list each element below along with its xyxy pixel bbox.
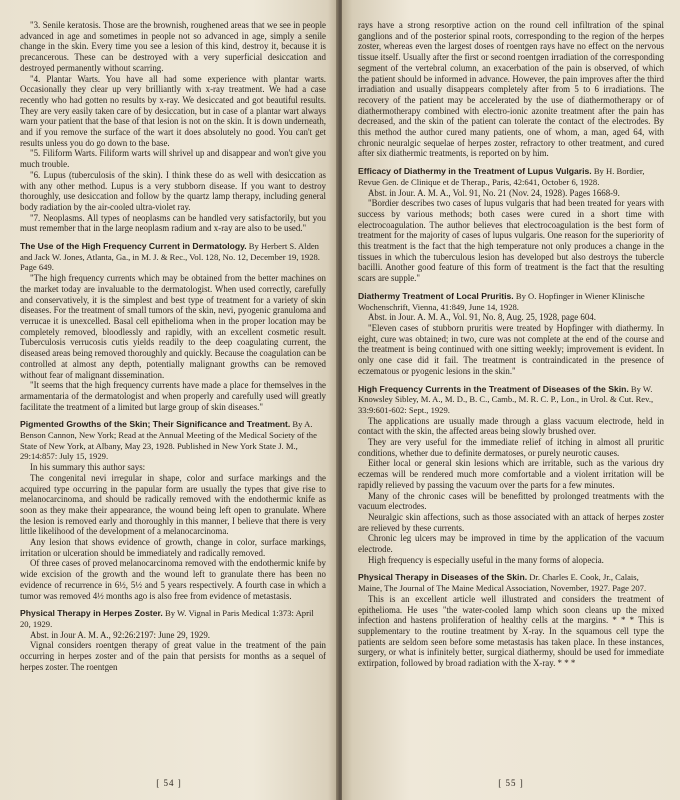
body-paragraph: rays have a strong resorptive action on the round cell infiltration of the spinal ganglions and of the posterior spinal roots, corresponding to the region of the herpes zoster, whereas even the largest doses of roentgen rays have no effect on the nervous tissue itself. Usually after the first or second roentgen irradiation of the corresponding segment of the vertebral column, an exacerbation of the pain is observed, of which the patient should be informed in advance. However, the pain improves after the third irradiation and usually disappears completely after from 5 to 6 irradiations. The recovery of the patient may be accelerated by the use of diathermotherapy or of diathermotherapy combined with electro-ionic azonite treatment after the pain has decreased, and the skin of the patient can tolerate the contact of the electrodes. By this method the author cured many patients, one of whom, a man, aged 64, with chronic neuralgic sequelae of herpes zoster, refractory to other treatment, and cured after six diathermic treatments, is reported on by him. [358,20,664,159]
article-title: Efficacy of Diathermy in the Treatment of Lupus Vulgaris. [358,166,592,177]
body-paragraph: The congenital nevi irregular in shape, color and surface markings and the acquired type occurring in the papular form are usually the types that give rise to melanocarcinoma, and should be radically removed with the endothermic knife as soon as they make their appearance, the wound being left open to granulate. Where the lesion is removed early and thoroughly in this manner, I believe that there is very little likelihood of the development of a melanocarcinoma. [20,472,326,537]
page-number-55: [ 55 ] [498,778,524,788]
body-paragraph: "6. Lupus (tuberculosis of the skin). I think these do as well with desiccation as with any other method. Lupus is a very stubborn disease. If you want to destroy thoroughly, use desiccation and follow by the quartz lamp therapy, including general body radiation by the air-cooled ultra-violet ray. [20,169,326,212]
body-paragraph: "3. Senile keratosis. Those are the brownish, roughened areas that we see in people advanced in age and sometimes in people not so advanced in age, simply a senile change in the skin. Every time you see a lesion of this kind, destroy it, because it is precancerous. These can be destroyed with a very superficial desiccation and destroyed permanently without scarring. [20,20,326,73]
article-heading [358,291,664,312]
article-byline: By W. Knowsley Sibley, M. A., M. D., B. C., Camb., M. R. C. P., Lon., in Urol. & Cut. Rev., 33:9:601-602: Sept., 1929. [358,383,654,415]
article-heading [20,419,326,462]
body-paragraph: "It seems that the high frequency currents have made a place for themselves in the armamentaria of the dermatologist and when properly and carefully used will greatly facilitate the treatment of a limited but large group of skin diseases." [20,380,326,412]
body-paragraph: Any lesion that shows evidence of growth, change in color, surface markings, irritation or ulceration should be immediately and radically removed. [20,537,326,558]
article-heading [20,608,326,629]
abstract-citation: Abst. in Jour. A. M. A., Vol. 91, No. 21 (Nov. 24, 1928). Pages 1668-9. [368,187,620,198]
left-page [0,0,338,800]
article-heading [358,384,664,416]
body-paragraph: "4. Plantar Warts. You have all had some experience with plantar warts. Occasionally they clear up very brilliantly with x-ray treatment. We had a case recently who had gotten no results by x-ray. We desiccated and got beautiful results. They are very easily taken care of by desiccation, but in case of a plantar wart always warn your patient that the base of that lesion is not on the skin. It is down underneath, and if you remove the surface of the wart it does absolutely no good. You can't get results unless you do go down to the base. [20,73,326,148]
body-paragraph: Many of the chronic cases will be benefitted by prolonged treatments with the vacuum electrodes. [358,490,664,512]
article-heading [358,166,664,187]
article-byline: By Herbert S. Alden and Jack W. Jones, Atlanta, Ga., in M. J. & Rec., Vol. 128, No. 12, December 19, 1928. Page 649. [20,241,320,273]
article-heading [20,241,326,273]
article-byline: By W. Vignal in Paris Medical 1:373: April 20, 1929. [20,608,314,629]
article-byline: Dr. Charles E. Cook, Jr., Calais, Maine, The Journal of The Maine Medical Association, November, 1927. Page 207. [358,572,647,594]
body-paragraph: They are very useful for the immediate relief of itching in almost all pruritic conditions, whether due to definite dermatoses, or purely neurotic causes. [358,437,664,458]
body-paragraph: "Eleven cases of stubborn pruritis were treated by Hopfinger with diathermy. In eight, cure was obtained; in two, cure was not complete at the end of the course and the treatment is being continued with one sitting weekly; improvement is evident. In only one case did it fail. The treatment is contraindicated in the presence of eczematous or pyogenic lesions in the skin." [358,322,664,376]
article-title: Diathermy Treatment of Local Pruritis. [358,290,514,301]
page-number-54: [ 54 ] [156,778,182,788]
body-paragraph: Neuralgic skin affections, such as those associated with an attack of herpes zoster are relieved by these currents. [358,511,664,533]
body-paragraph: "The high frequency currents which may be obtained from the better machines on the market today are invaluable to the dermatologist. When used correctly, carefully and conservatively, it is the simplest and best type of treatment for a variety of skin diseases. For the treatment of small tumors of the skin, nevi, pyogenic granuloma and verrucae it is unexcelled. Basal cell epithelioma when in the proper location may be completely removed, bloodlessly and rapidly, with an excellent cosmetic result. Tuberculosis verrucosis cutis yields readily to the deep coagulating current, the diseased areas being removed thoroughly and quickly. Because the coagulation can be controlled at almost any depth, potentially malignant growths can be removed without fear of malignant dissemination. [20,273,326,380]
abstract-citation: Abst. in Jour. A. M. A., Vol. 91, No. 8, Aug. 25, 1928, page 604. [368,312,596,323]
article-title: Physical Therapy in Diseases of the Skin. [358,572,528,583]
body-paragraph: Chronic leg ulcers may be improved in time by the application of the vacuum electrode. [358,533,664,555]
body-paragraph: Either local or general skin lesions which are irritable, such as the various dry eczemas will be rendered much more comfortable and a violent irritation will be rapidly relieved by passing the vacuum over the parts for a few minutes. [358,458,664,490]
body-paragraph: "Bordier describes two cases of lupus vulgaris that had been treated for years with success by various methods; both cases were cured in a short time with electrocoagulation. The author believes that electrocoagulation is the best form of treatment for the majority of cases of lupus vulgaris. One reason for the superiority of this treatment is the fact that the high temperature not only produces a change in the tissues in which the tuberculous lesion has developed but also destroys the tubercle bacilli. Another good feature of this form of treatment is the fact that the resulting scars are supple." [358,198,664,284]
body-paragraph: Vignal considers roentgen therapy of great value in the treatment of the pain occurring in herpes zoster and of the pain that persists for months as a sequel of herpes zoster. The roentgen [20,640,326,672]
body-paragraph: High frequency is especially useful in the many forms of alopecia. [368,554,604,565]
left-page-text [20,20,326,672]
article-title: High Frequency Currents in the Treatment of Diseases of the Skin. [358,383,629,394]
article-byline: By O. Hopfinger in Wiener Klinische Wochenschrift, Vienna, 41:849, June 14, 1928. [358,290,645,312]
article-byline: By A. Benson Cannon, New York; Read at the Annual Meeting of the Medical Society of the State of New York, at Albany, May 23, 1928. Published in New York State J. M., 29:14:857: July 15, 1929. [20,419,317,462]
article-byline: By H. Bordier, Revue Gen. de Clinique et de Therap., Paris, 42:641, October 6, 1928. [358,166,645,187]
body-paragraph: Of three cases of proved melanocarcinoma removed with the endothermic knife by wide excision of the growth and the wound left to granulate there has been no evidence of recurrence in 6½, 5½ and 5 years respectively. A fourth case in which a tumor was removed 4½ months ago is also free from evidence of metastasis. [20,558,326,601]
article-heading [358,572,664,593]
body-paragraph: In his summary this author says: [30,462,146,473]
article-title: Pigmented Growths of the Skin; Their Significance and Treatment. [20,419,291,430]
right-page-text [358,20,664,669]
body-paragraph: The applications are usually made through a glass vacuum electrode, held in contact with the skin, the affected areas being slowly brushed over. [358,415,664,437]
body-paragraph: "7. Neoplasms. All types of neoplasms can be handled very satisfactorily, but you must remember that in the large neoplasm radium and x-ray are also to be used." [20,212,326,234]
article-title: The Use of the High Frequency Current in Dermatology. [20,241,247,252]
body-paragraph: "5. Filiform Warts. Filiform warts will shrivel up and disappear and won't give you much trouble. [20,148,326,170]
body-paragraph: This is an excellent article well illustrated and considers the treatment of epithelioma. He uses "the water-cooled lamp which soon cleans up the mixed infection and hastens proliferation of healthy cells at the margins. * * * This is supplementary to the routine treatment by X-ray. In the squamous cell type the patients are seldom seen before some metastasis has taken place. In these instances, surgery, or what is infinitely better, surgical diathermy, should be used for immediate extirpation, followed by broad radiation with the X-ray. * * * [358,593,664,669]
article-title: Physical Therapy in Herpes Zoster. [20,608,163,619]
abstract-citation: Abst. in Jour A. M. A., 92:26:2197: June 29, 1929. [30,629,210,640]
right-page [342,0,680,800]
